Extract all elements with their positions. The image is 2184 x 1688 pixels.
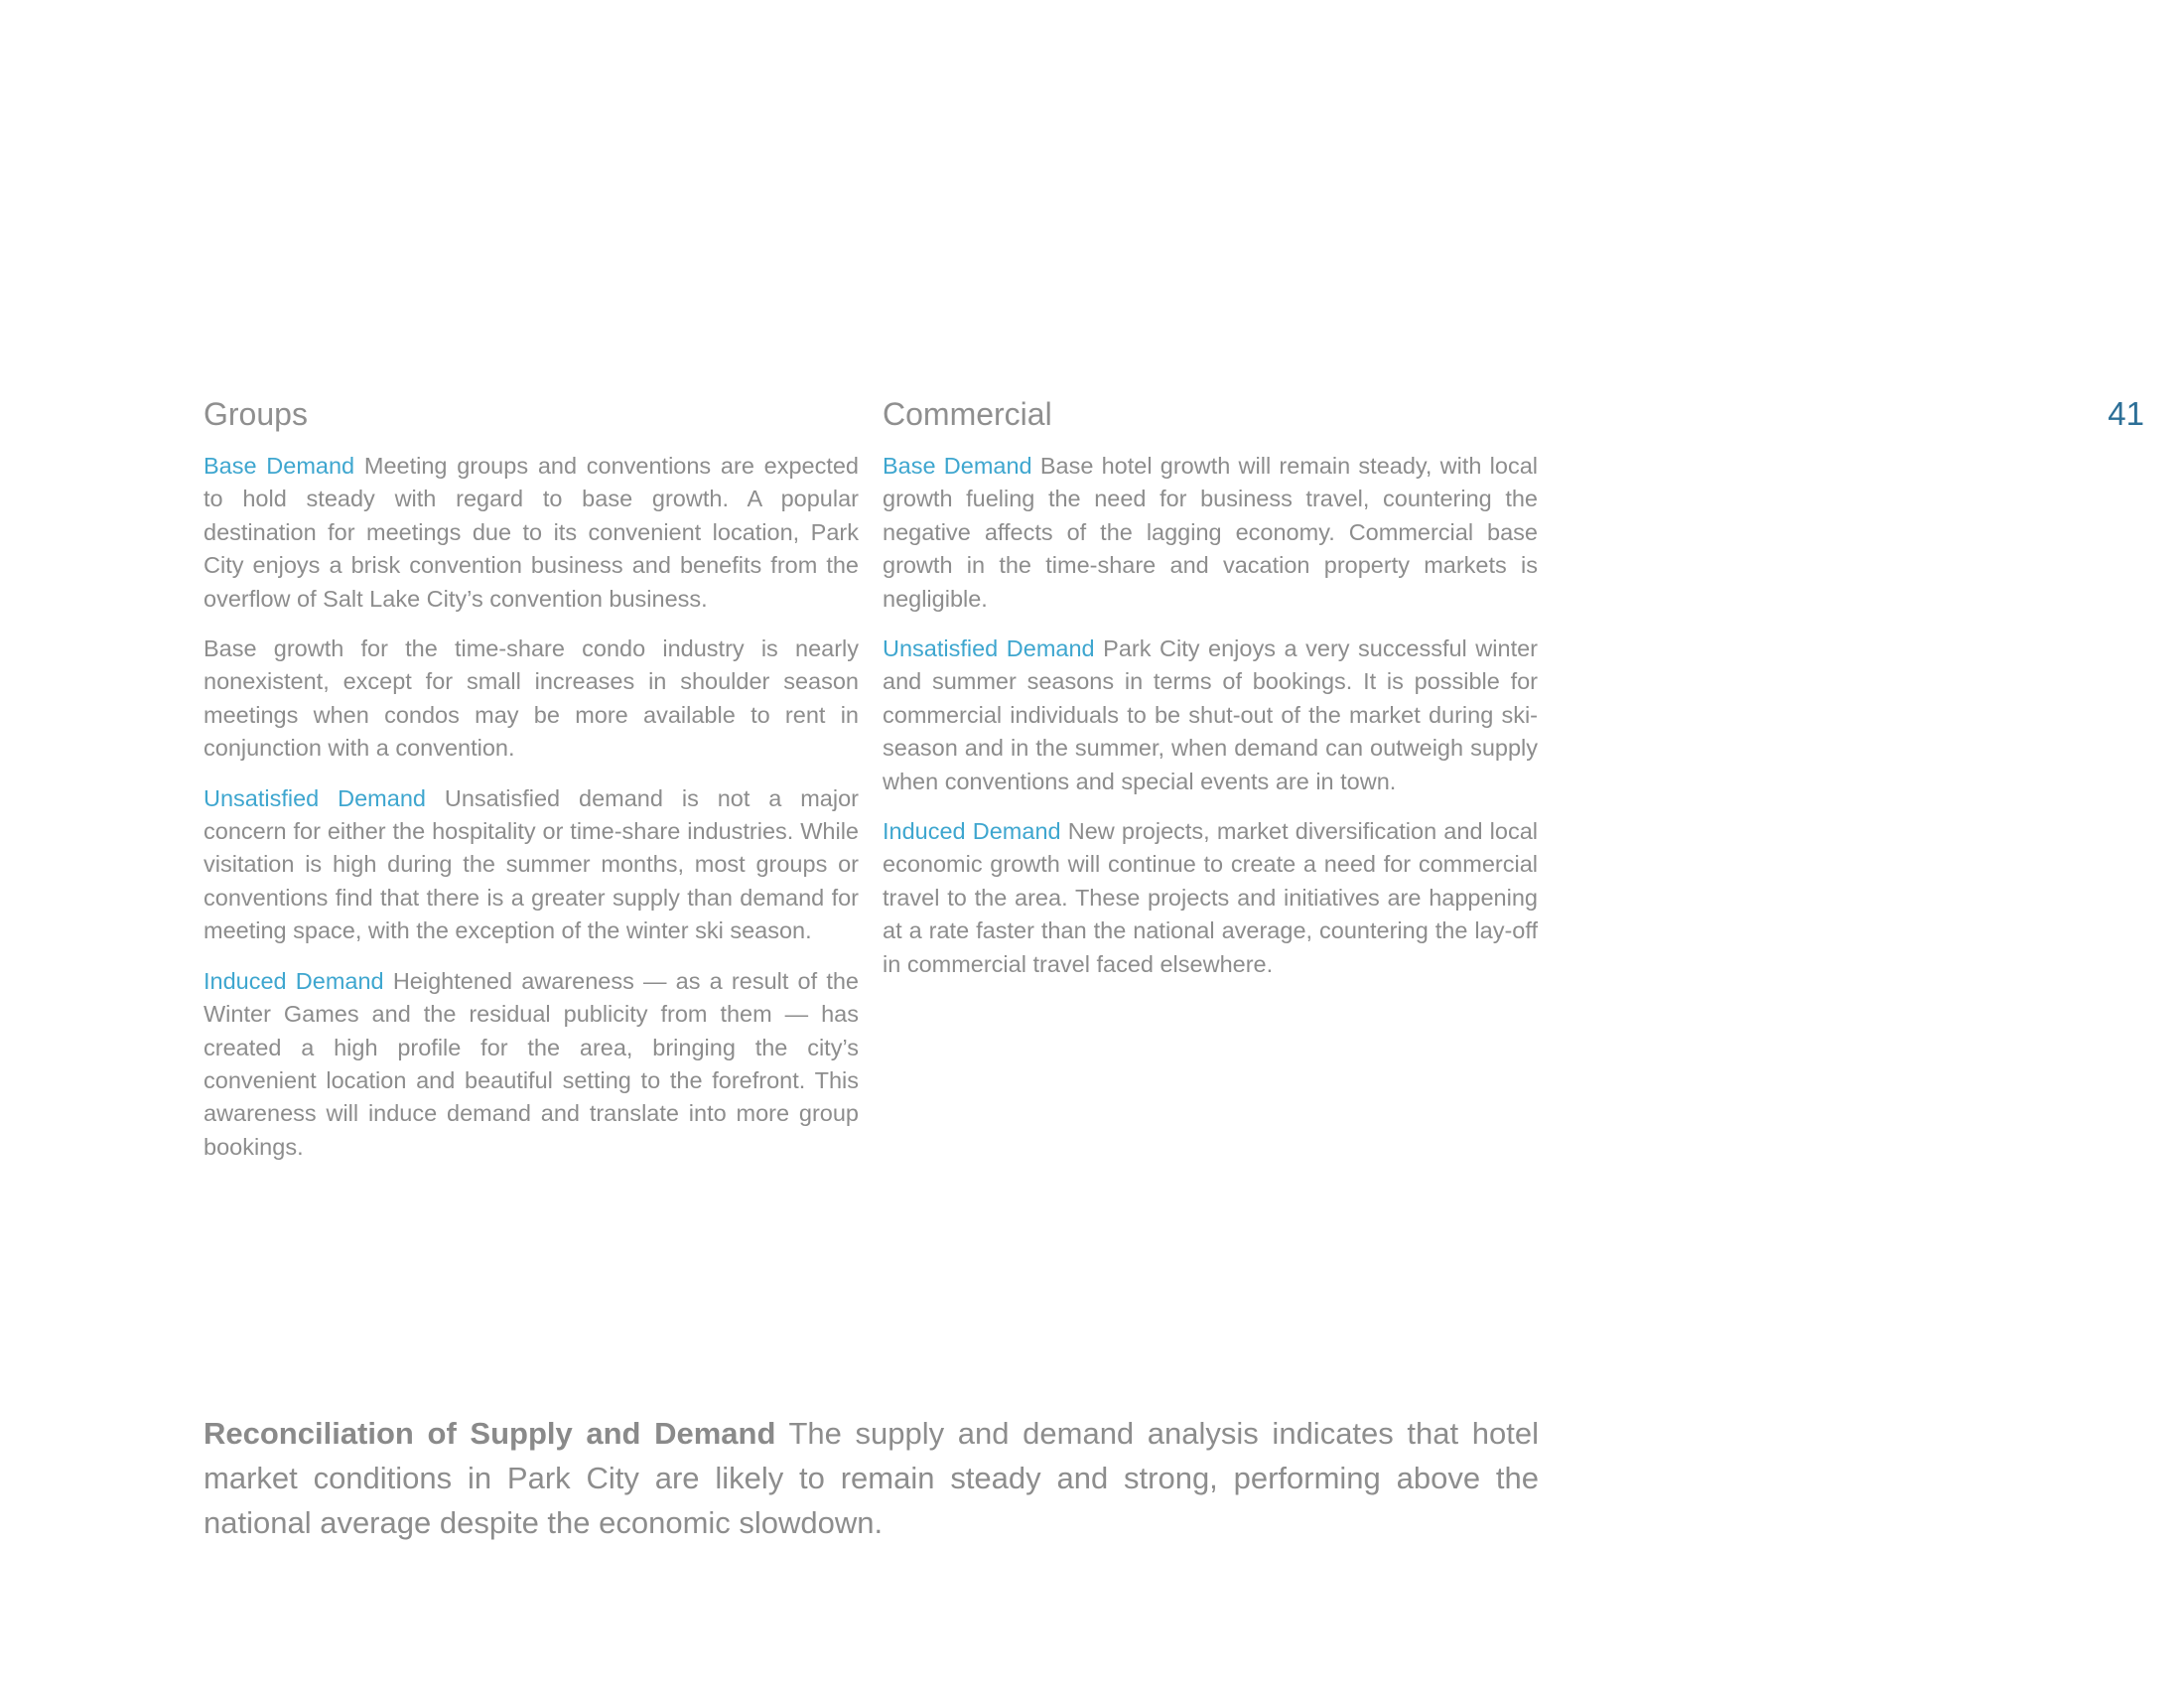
commercial-unsatisfied-demand-text: Park City enjoys a very successful winter and summer seasons in terms of bookings. It is possible for commercial individuals to be shut-out of the market during ski-season and in the summer, when demand can outweigh supply when conventions and special events are in town.: [883, 635, 1538, 794]
groups-unsatisfied-demand-text: Unsatisfied demand is not a major concern for either the hospitality or time-share industries. While visitation is high during the summer months, most groups or conventions find that there is a greater supply than demand for meeting space, with the exception of the winter ski season.: [204, 784, 859, 944]
commercial-base-demand-paragraph: [883, 450, 1538, 616]
groups-column: [204, 394, 859, 1181]
groups-induced-demand-paragraph: [204, 965, 859, 1164]
reconciliation-summary: [204, 1411, 1539, 1545]
commercial-unsatisfied-demand-label: Unsatisfied Demand: [883, 635, 1095, 662]
commercial-base-demand-label: Base Demand: [883, 453, 1032, 479]
groups-base-demand-paragraph: [204, 450, 859, 616]
groups-base-growth-text: Base growth for the time-share condo industry is nearly nonexistent, except for small increases in shoulder season meetings when condos may be more available to rent in conjunction with a convention.: [204, 635, 859, 762]
groups-base-demand-label: Base Demand: [204, 453, 355, 479]
groups-induced-demand-text: Heightened awareness — as a result of the Winter Games and the residual publicity from them — has created a high profile for the area, bringing the city’s convenient location and beautiful setting to the forefront. This awareness will induce demand and translate into more group bookings.: [204, 967, 859, 1160]
commercial-heading: Commercial: [883, 396, 1052, 432]
groups-unsatisfied-demand-paragraph: [204, 782, 859, 948]
commercial-induced-demand-label: Induced Demand: [883, 818, 1061, 845]
groups-base-demand-text: Meeting groups and conventions are expected to hold steady with regard to base growth. A popular destination for meetings due to its convenient location, Park City enjoys a brisk convention business and benefits from the overflow of Salt Lake City’s convention business.: [204, 453, 859, 612]
groups-base-growth-paragraph: [204, 633, 859, 766]
reconciliation-summary-text: The supply and demand analysis indicates that hotel market conditions in Park City are likely to remain steady and strong, performing above the national average despite the economic slowdown.: [204, 1416, 1539, 1540]
groups-heading: Groups: [204, 396, 308, 432]
commercial-induced-demand-text: New projects, market diversification and local economic growth will continue to create a need for commercial travel to the area. These projects and initiatives are happening at a rate faster than the national average, countering the lay-off in commercial travel faced elsewhere.: [883, 818, 1538, 977]
commercial-induced-demand-paragraph: [883, 815, 1538, 981]
groups-induced-demand-label: Induced Demand: [204, 967, 384, 994]
page-number: 41: [2108, 395, 2144, 432]
commercial-unsatisfied-demand-paragraph: [883, 633, 1538, 798]
reconciliation-summary-label: Reconciliation of Supply and Demand: [204, 1416, 776, 1451]
commercial-column: [883, 394, 1538, 998]
commercial-base-demand-text: Base hotel growth will remain steady, with local growth fueling the need for business travel, countering the negative affects of the lagging economy. Commercial base growth in the time-share and vacation property markets is negligible.: [883, 453, 1538, 612]
groups-unsatisfied-demand-label: Unsatisfied Demand: [204, 784, 426, 811]
